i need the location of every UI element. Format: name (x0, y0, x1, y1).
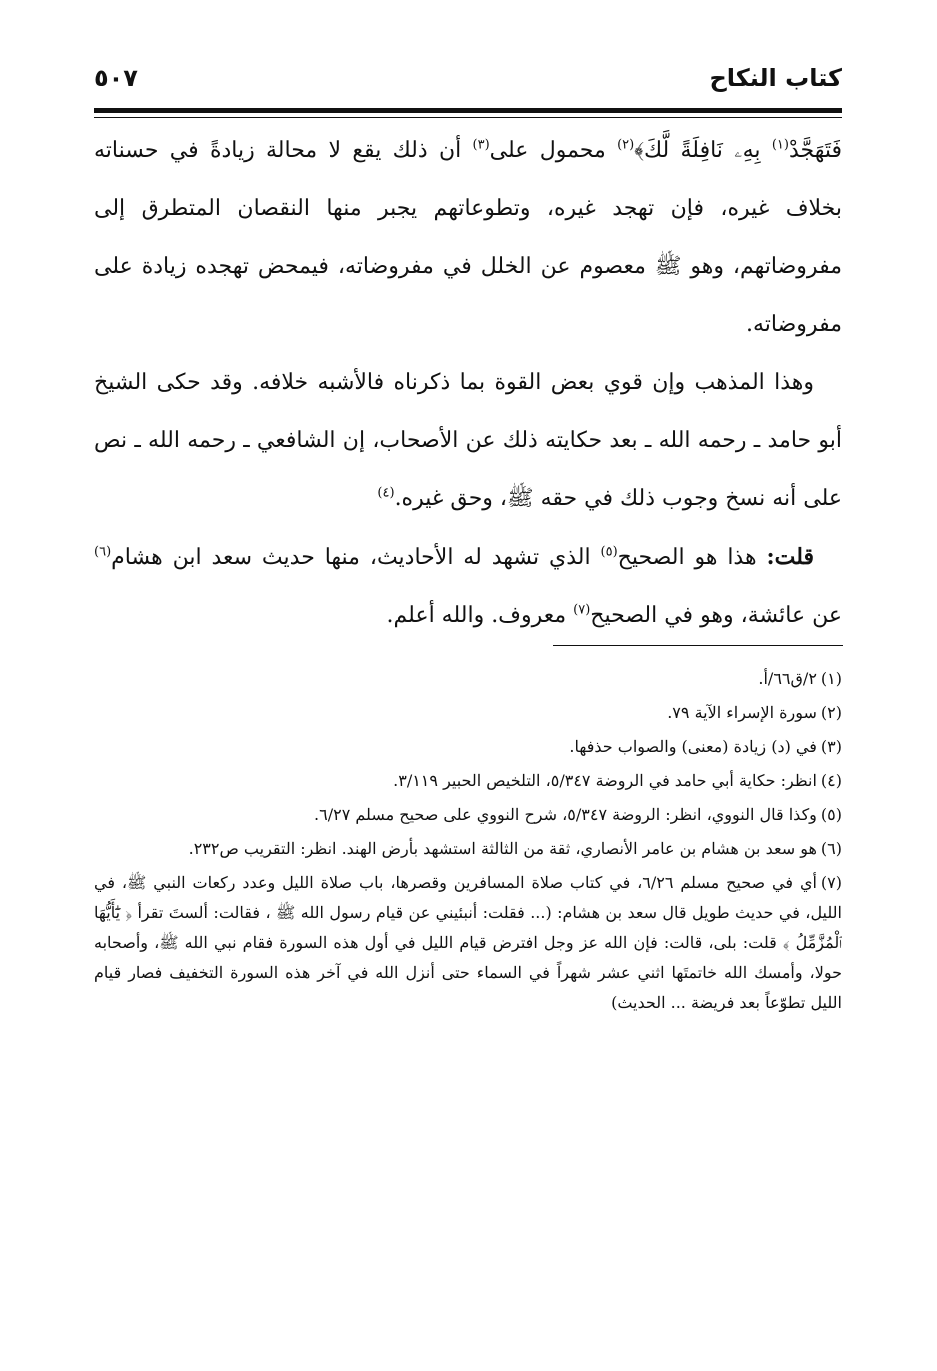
chapter-title: كتاب النكاح (709, 64, 842, 92)
footnotes (94, 664, 842, 1022)
paragraph-3 (94, 528, 842, 645)
footnote-text: انظر: حكاية أبي حامد في الروضة ٥/٣٤٧، التلخيص الحبير ٣/١١٩. (393, 771, 817, 790)
p1-verse: بِهِۦ نَافِلَةً لَّكَ﴾ (634, 138, 772, 163)
page-number: ٥٠٧ (94, 64, 138, 92)
footnote-text: سورة الإسراء الآية ٧٩. (667, 703, 817, 722)
p1-text-b: أن ذلك يقع لا محالة زيادةً في حسناته بخلاف غيره، فإن تهجد غيره، وتطوعاتهم يجبر منها النقصان المتطرق إلى مفروضاتهم، وهو ﷺ معصوم عن الخلل في مفروضاته، فيمحض تهجده زيادة على مفروضاته. (94, 138, 842, 337)
footnote-ref-5: (٥) (600, 544, 618, 560)
footnote-ref-6: (٦) (94, 544, 112, 560)
footnote-2 (94, 698, 842, 728)
footnote-number: (٢) (820, 703, 842, 722)
p3-text-a: هذا هو الصحيح (617, 545, 767, 570)
footnote-separator (553, 645, 843, 646)
header-rule-thin (94, 117, 842, 118)
footnote-number: (١) (820, 669, 842, 688)
footnote-ref-2: (٢) (617, 137, 635, 153)
page-header (94, 62, 842, 102)
p3-text-d: معروف. والله أعلم. (386, 603, 574, 628)
footnote-1 (94, 664, 842, 694)
footnote-ref-1: (١) (771, 137, 789, 153)
header-rule-thick (94, 108, 842, 113)
footnote-number: (٦) (820, 839, 842, 858)
footnote-5 (94, 800, 842, 830)
footnote-number: (٧) (820, 873, 843, 892)
footnote-ref-4: (٤) (377, 485, 395, 501)
footnote-text: ٢/ق٦٦/أ. (758, 669, 817, 688)
footnote-text: وكذا قال النووي، انظر: الروضة ٥/٣٤٧، شرح النووي على صحيح مسلم ٦/٢٧. (314, 805, 817, 824)
p1-verse-word: فَتَهَجَّدْ (788, 138, 842, 163)
footnote-ref-3: (٣) (472, 137, 490, 153)
footnote-text: في (د) زيادة (معنى) والصواب حذفها. (569, 737, 817, 756)
footnote-7 (94, 868, 842, 1018)
footnote-number: (٣) (820, 737, 842, 756)
footnote-text: أي في صحيح مسلم ٦/٢٦، في كتاب صلاة المسافرين وقصرها، باب صلاة الليل وعدد ركعات النبي ﷺ، في الليل، في حديث طويل قال سعد بن هشام: (... فقلت: أنبئيني عن قيام رسول الله ﷺ ، فقالت: ألستَ تقرأ ﴿ يَٰٓأَيُّهَا ٱلْمُزَّمِّلُ ﴾ قلت: بلى، قالت: فإن الله عز وجل افترض قيام الليل في أول هذه السورة فقام نبي الله ﷺ، وأصحابه حولا، وأمسك الله خاتمتَها اثني عشر شهراً في السماء حتى أنزل الله في آخر هذه السورة التخفيف فصار قيام الليل تطوّعاً بعد فريضة ... الحديث) (94, 873, 842, 1012)
footnote-number: (٤) (820, 771, 842, 790)
p3-lead-word: قلت: (766, 544, 814, 570)
p3-text-b: الذي تشهد له الأحاديث، منها حديث سعد ابن هشام (111, 545, 601, 570)
main-text (94, 122, 842, 645)
footnote-text: هو سعد بن هشام بن عامر الأنصاري، ثقة من الثالثة استشهد بأرض الهند. انظر: التقريب ص٢٣٢. (188, 839, 817, 858)
footnote-6 (94, 834, 842, 864)
footnote-3 (94, 732, 842, 762)
p1-text-a: محمول على (489, 138, 618, 163)
paragraph-2 (94, 354, 842, 528)
p2-text: وهذا المذهب وإن قوي بعض القوة بما ذكرناه فالأشبه خلافه. وقد حكى الشيخ أبو حامد ـ رحمه الله ـ بعد حكايته ذلك عن الأصحاب، إن الشافعي ـ رحمه الله ـ نص على أنه نسخ وجوب ذلك في حقه ﷺ، وحق غيره. (94, 370, 842, 511)
footnote-4 (94, 766, 842, 796)
footnote-number: (٥) (820, 805, 842, 824)
paragraph-1 (94, 122, 842, 354)
p3-text-c: عن عائشة، وهو في الصحيح (590, 603, 842, 628)
footnote-ref-7: (٧) (573, 602, 591, 618)
